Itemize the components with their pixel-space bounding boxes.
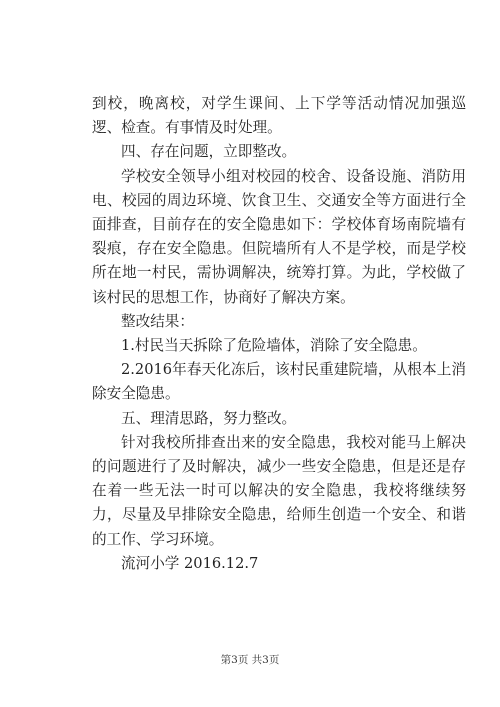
- page-footer: 第3页 共3页: [220, 654, 280, 666]
- document-body: [92, 92, 466, 576]
- signature-line: 流河小学 2016.12.7: [121, 554, 259, 572]
- result-item-1: 1.村民当天拆除了危险墙体，消除了安全隐患。: [121, 337, 427, 355]
- rectification-results-label: 整改结果：: [121, 312, 194, 330]
- paragraph-inspection: 学校安全领导小组对校园的校舍、设备设施、消防用电、校园的周边环境、饮食卫生、交通安全等方面进行全面排查，目前存在的安全隐患如下：学校体育场南院墙有裂痕，存在安全隐患。但院墙所有人不是学校，而是学校所在地一村民，需协调解决，统筹打算。为此，学校做了该村民的思想工作，协商好了解决方案。: [92, 167, 466, 306]
- paragraph-conclusion: 针对我校所排查出来的安全隐患，我校对能马上解决的问题进行了及时解决，减少一些安全隐患，但是还是存在着一些无法一时可以解决的安全隐患，我校将继续努力，尽量及早排除安全隐患，给师生创造一个安全、和谐的工作、学习环境。: [92, 433, 466, 548]
- section-heading-problems: 四、存在问题，立即整改。: [121, 143, 297, 161]
- paragraph-continuation: 到校，晚离校，对学生课间、上下学等活动情况加强巡逻、检查。有事情及时处理。: [92, 95, 466, 137]
- result-item-2: 2.2016年春天化冻后，该村民重建院墙，从根本上消除安全隐患。: [92, 361, 466, 403]
- section-heading-plan: 五、理清思路，努力整改。: [121, 409, 297, 427]
